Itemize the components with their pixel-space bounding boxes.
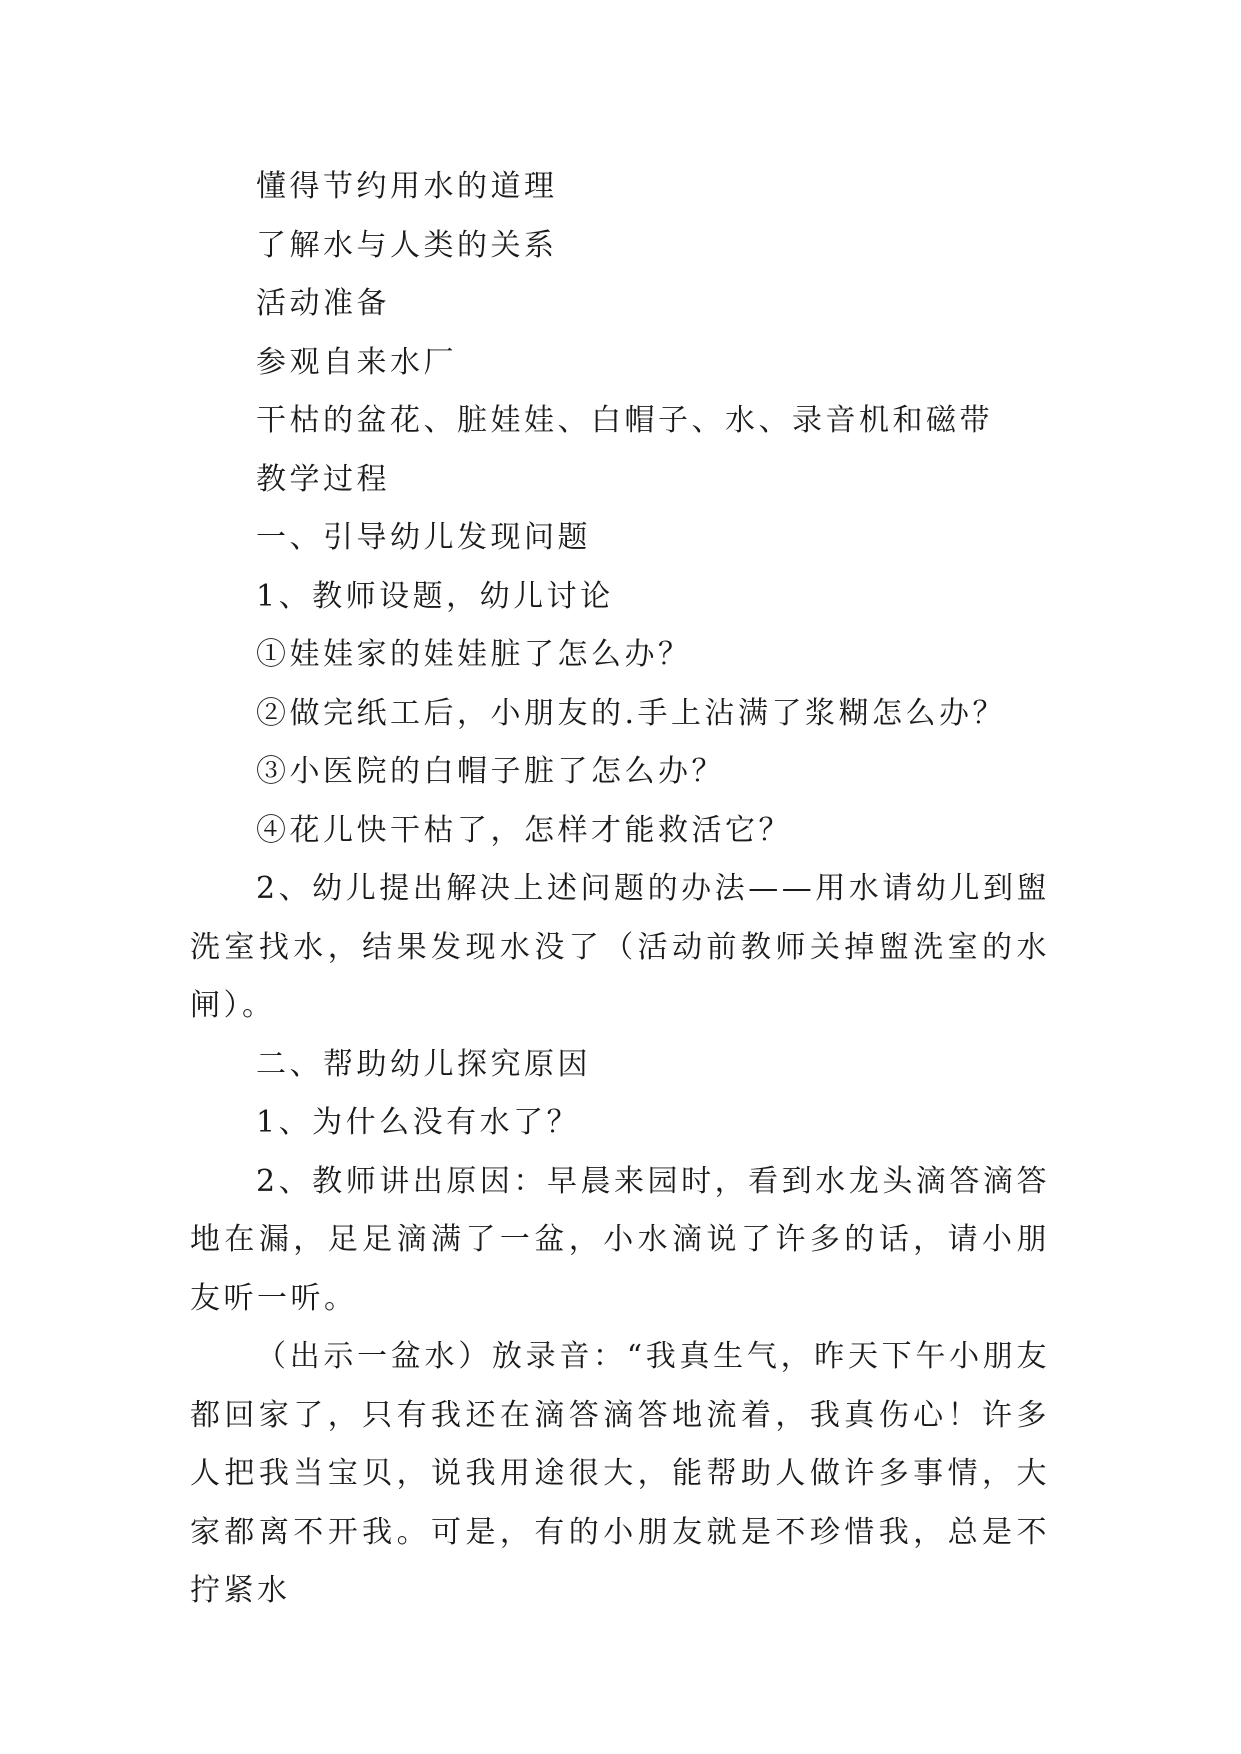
heading-section-two: 二、帮助幼儿探究原因 [256, 1046, 591, 1082]
paragraph-materials: 干枯的盆花、脏娃娃、白帽子、水、录音机和磁带 [256, 403, 993, 438]
document-body [190, 158, 1050, 1621]
paragraph-goal-water-relation: 了解水与人类的关系 [256, 227, 558, 263]
paragraph-question-4: ④花儿快干枯了，怎样才能救活它？ [256, 812, 792, 848]
paragraph-why-no-water: 1、为什么没有水了？ [256, 1105, 581, 1140]
paragraph-visit-waterworks: 参观自来水厂 [256, 344, 457, 380]
heading-section-one: 一、引导幼儿发现问题 [256, 520, 591, 555]
heading-teaching-process: 教学过程 [256, 461, 390, 497]
paragraph-question-3: ③小医院的白帽子脏了怎么办？ [256, 754, 725, 789]
paragraph-question-1: ①娃娃家的娃娃脏了怎么办？ [256, 637, 692, 672]
paragraph-recording: （出示一盆水）放录音：“我真生气，昨天下午小朋友都回家了，只有我还在滴答滴答地流着，我真伤心！许多人把我当宝贝，说我用途很大，能帮助人做许多事情，大家都离不开我。可是，有的小朋友就是不珍惜我，总是不拧紧水 [190, 1339, 1050, 1608]
heading-activity-preparation: 活动准备 [256, 286, 390, 321]
paragraph-question-2: ②做完纸工后，小朋友的.手上沾满了浆糊怎么办？ [256, 695, 1007, 731]
paragraph-goal-save-water: 懂得节约用水的道理 [256, 169, 558, 204]
paragraph-teacher-explains: 2、教师讲出原因：早晨来园时，看到水龙头滴答滴答地在漏，足足滴满了一盆，小水滴说了许多的话，请小朋友听一听。 [190, 1163, 1050, 1316]
paragraph-step-2: 2、幼儿提出解决上述问题的办法——用水请幼儿到盥洗室找水，结果发现水没了（活动前教师关掉盥洗室的水闸）。 [190, 871, 1050, 1023]
paragraph-step-1: 1、教师设题，幼儿讨论 [256, 578, 614, 614]
